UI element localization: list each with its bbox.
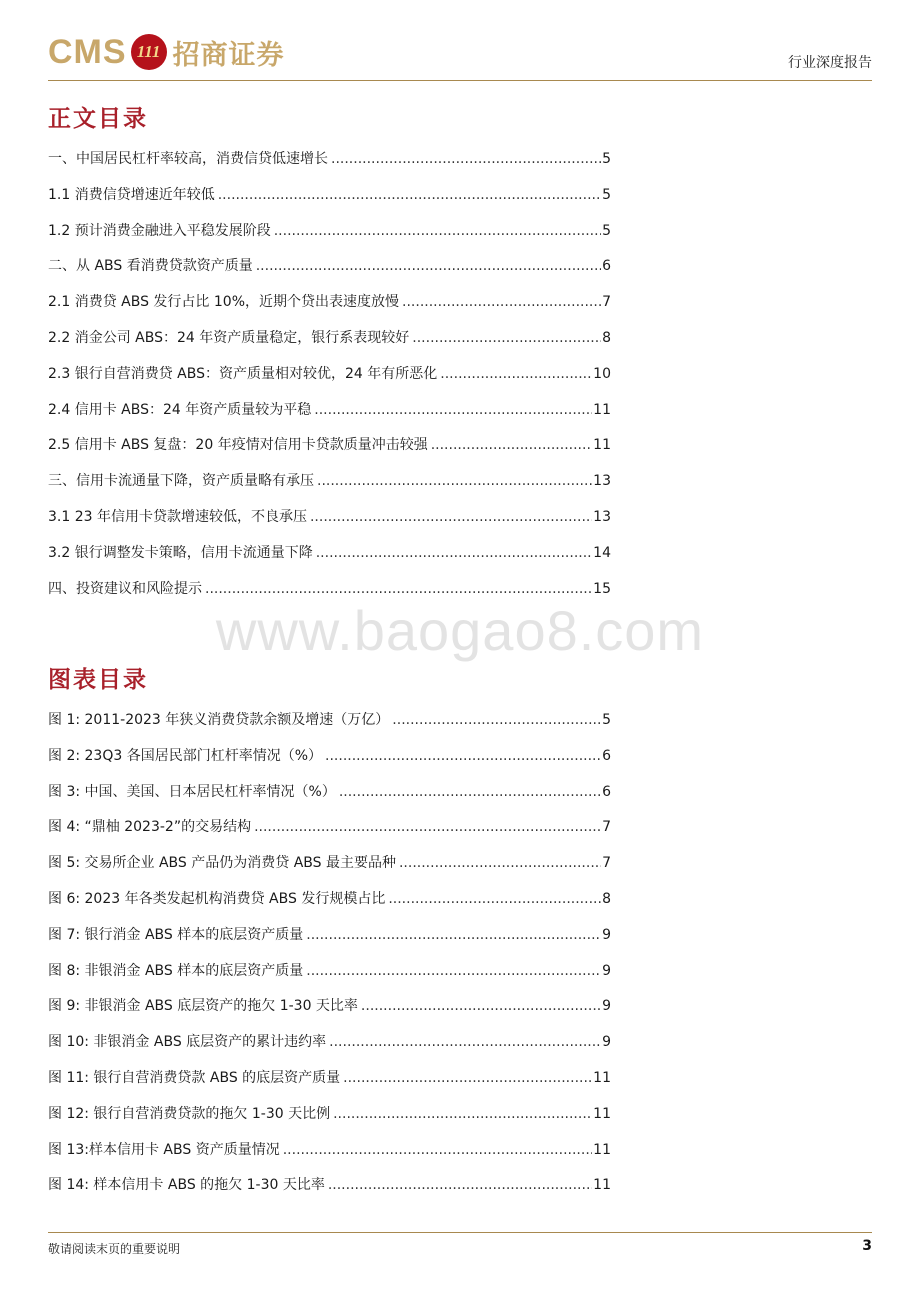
toc-leader xyxy=(256,256,601,276)
toc-entry-page: 8 xyxy=(602,329,611,346)
figure-entry-page: 9 xyxy=(602,926,611,943)
toc-entry-title: 1.2 预计消费金融进入平稳发展阶段 xyxy=(48,222,271,239)
toc-leader xyxy=(314,400,592,420)
toc-entry[interactable] xyxy=(48,435,611,471)
figures-title: 图表目录 xyxy=(48,667,148,693)
contents-title: 正文目录 xyxy=(48,106,148,132)
toc-leader xyxy=(388,889,601,909)
figure-entry-title: 图 4: “鼎柚 2023-2”的交易结构 xyxy=(48,819,252,836)
figure-entry-title: 图 7: 银行消金 ABS 样本的底层资产质量 xyxy=(48,926,304,943)
figure-entry[interactable] xyxy=(48,710,611,746)
toc-entry[interactable] xyxy=(48,543,611,579)
figure-entry-page: 6 xyxy=(602,783,611,800)
figure-entry-page: 5 xyxy=(602,712,611,728)
toc-leader xyxy=(331,149,601,169)
page-number: 3 xyxy=(862,1238,872,1254)
toc-leader xyxy=(431,435,592,455)
figure-entry[interactable] xyxy=(48,925,611,961)
toc-leader xyxy=(325,746,601,766)
figure-entry-title: 图 14: 样本信用卡 ABS 的拖欠 1-30 天比率 xyxy=(48,1177,325,1194)
toc-entry-page: 13 xyxy=(593,508,611,525)
toc-entry-title: 三、信用卡流通量下降，资产质量略有承压 xyxy=(48,473,314,490)
toc-entry[interactable] xyxy=(48,400,611,436)
figure-entry-page: 8 xyxy=(602,890,611,907)
toc-entry-page: 15 xyxy=(593,580,611,597)
toc-leader xyxy=(310,507,592,527)
toc-entry-title: 2.3 银行自营消费贷 ABS：资产质量相对较优，24 年有所恶化 xyxy=(48,365,438,382)
figure-entry[interactable] xyxy=(48,853,611,889)
toc-leader xyxy=(402,292,601,312)
toc-entry-page: 11 xyxy=(593,437,611,454)
figure-entry-page: 11 xyxy=(593,1141,611,1158)
figure-entry[interactable] xyxy=(48,817,611,853)
figure-entry[interactable] xyxy=(48,746,611,782)
figure-entry[interactable] xyxy=(48,1032,611,1068)
toc-entry[interactable] xyxy=(48,328,611,364)
toc-entry[interactable] xyxy=(48,149,611,185)
figure-entry-title: 图 3: 中国、美国、日本居民杠杆率情况（%） xyxy=(48,783,336,800)
header-divider xyxy=(48,80,872,81)
figure-entry-page: 11 xyxy=(593,1105,611,1122)
logo-text-cn: 招商证券 xyxy=(172,39,285,71)
figure-entry-title: 图 8: 非银消金 ABS 样本的底层资产质量 xyxy=(48,962,304,979)
toc-leader xyxy=(440,364,592,384)
toc-entry[interactable] xyxy=(48,471,611,507)
toc-leader xyxy=(254,817,601,837)
toc-entry-title: 2.5 信用卡 ABS 复盘：20 年疫情对信用卡贷款质量冲击较强 xyxy=(48,437,428,454)
figure-entry-page: 6 xyxy=(602,747,611,764)
page-header xyxy=(48,28,872,80)
toc-leader xyxy=(412,328,601,348)
toc-leader xyxy=(317,471,592,491)
figure-entry-title: 图 9: 非银消金 ABS 底层资产的拖欠 1-30 天比率 xyxy=(48,998,358,1015)
toc-entry[interactable] xyxy=(48,507,611,543)
toc-entry[interactable] xyxy=(48,221,611,257)
toc-leader xyxy=(361,996,601,1016)
figure-entry[interactable] xyxy=(48,1104,611,1140)
report-type: 行业深度报告 xyxy=(788,55,872,71)
toc-entry-page: 10 xyxy=(593,365,611,382)
toc-leader xyxy=(333,1104,592,1124)
watermark: www.baogao8.com xyxy=(215,599,705,662)
figure-entry[interactable] xyxy=(48,782,611,818)
toc-leader xyxy=(392,710,601,730)
figure-entry-title: 图 6: 2023 年各类发起机构消费贷 ABS 发行规模占比 xyxy=(48,890,386,907)
figure-entry-title: 图 2: 23Q3 各国居民部门杠杆率情况（%） xyxy=(48,747,323,764)
figure-entry-title: 图 13:样本信用卡 ABS 资产质量情况 xyxy=(48,1141,280,1158)
toc-leader xyxy=(306,925,601,945)
toc-leader xyxy=(339,782,601,802)
figure-entry[interactable] xyxy=(48,1140,611,1176)
toc-entry-page: 14 xyxy=(593,544,611,561)
toc-entry-page: 11 xyxy=(593,401,611,418)
figure-entry-title: 图 1: 2011-2023 年狭义消费贷款余额及增速（万亿） xyxy=(48,712,390,728)
figure-entry-page: 9 xyxy=(602,1034,611,1051)
company-logo xyxy=(48,32,285,72)
toc-entry-page: 5 xyxy=(602,151,611,167)
toc-entry-title: 二、从 ABS 看消费贷款资产质量 xyxy=(48,258,253,275)
toc-entry[interactable] xyxy=(48,185,611,221)
toc-entry[interactable] xyxy=(48,292,611,328)
toc-leader xyxy=(274,221,601,241)
toc-entry-page: 6 xyxy=(602,258,611,275)
toc-entry-page: 13 xyxy=(593,473,611,490)
toc-entry-page: 7 xyxy=(602,294,611,311)
toc-entry-title: 一、中国居民杠杆率较高，消费信贷低速增长 xyxy=(48,151,328,167)
toc-leader xyxy=(329,1032,601,1052)
figure-entry[interactable] xyxy=(48,961,611,997)
figure-entry[interactable] xyxy=(48,1068,611,1104)
figure-entry-page: 7 xyxy=(602,819,611,836)
figure-entry-page: 11 xyxy=(593,1069,611,1086)
figure-entry-page: 9 xyxy=(602,962,611,979)
figure-entry-title: 图 11: 银行自营消费贷款 ABS 的底层资产质量 xyxy=(48,1069,341,1086)
toc-entry-title: 3.1 23 年信用卡贷款增速较低，不良承压 xyxy=(48,508,307,525)
toc-entry-page: 5 xyxy=(602,186,611,203)
toc-entry-title: 2.1 消费贷 ABS 发行占比 10%，近期个贷出表速度放慢 xyxy=(48,294,400,311)
toc-entry[interactable] xyxy=(48,256,611,292)
figure-entry-title: 图 10: 非银消金 ABS 底层资产的累计违约率 xyxy=(48,1034,327,1051)
toc-entry-title: 2.2 消金公司 ABS：24 年资产质量稳定，银行系表现较好 xyxy=(48,329,410,346)
figures-list xyxy=(48,710,611,1211)
logo-text-en: CMS xyxy=(48,32,127,71)
figure-entry[interactable] xyxy=(48,889,611,925)
toc-leader xyxy=(328,1175,592,1195)
toc-leader xyxy=(218,185,601,205)
footer-disclaimer: 敬请阅读末页的重要说明 xyxy=(48,1242,181,1256)
figure-entry-page: 11 xyxy=(593,1177,611,1194)
figure-entry[interactable] xyxy=(48,1175,611,1211)
toc-entry-title: 1.1 消费信贷增速近年较低 xyxy=(48,186,215,203)
toc-leader xyxy=(283,1140,592,1160)
toc-leader xyxy=(205,579,592,599)
toc-leader xyxy=(343,1068,592,1088)
figure-entry[interactable] xyxy=(48,996,611,1032)
contents-list xyxy=(48,149,611,614)
logo-seal-icon: 111 xyxy=(131,34,167,70)
toc-entry-title: 2.4 信用卡 ABS：24 年资产质量较为平稳 xyxy=(48,401,312,418)
footer-divider xyxy=(48,1232,872,1233)
figure-entry-page: 7 xyxy=(602,855,611,872)
toc-leader xyxy=(316,543,592,563)
toc-entry[interactable] xyxy=(48,364,611,400)
figure-entry-title: 图 5: 交易所企业 ABS 产品仍为消费贷 ABS 最主要品种 xyxy=(48,855,396,872)
toc-leader xyxy=(399,853,601,873)
toc-leader xyxy=(306,961,601,981)
figure-entry-title: 图 12: 银行自营消费贷款的拖欠 1-30 天比例 xyxy=(48,1105,331,1122)
toc-entry-page: 5 xyxy=(602,222,611,239)
toc-entry-title: 3.2 银行调整发卡策略，信用卡流通量下降 xyxy=(48,544,313,561)
toc-entry-title: 四、投资建议和风险提示 xyxy=(48,580,202,597)
figure-entry-page: 9 xyxy=(602,998,611,1015)
